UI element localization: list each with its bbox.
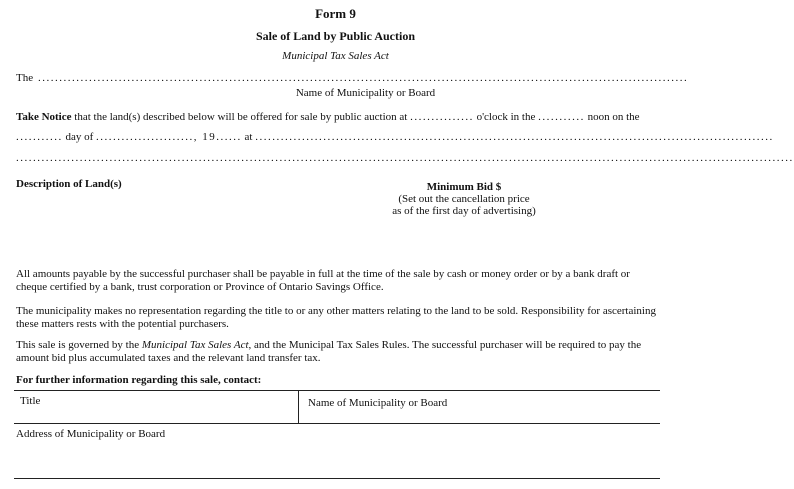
contact-address-label: Address of Municipality or Board bbox=[16, 428, 166, 440]
contact-table-middle-border bbox=[14, 423, 660, 424]
form-title: Sale of Land by Public Auction bbox=[255, 29, 416, 43]
act-reference: Municipal Tax Sales Act bbox=[141, 339, 249, 351]
location-blank: .......................................................................................................................... bbox=[255, 131, 774, 143]
contact-title-label: Title bbox=[20, 395, 41, 407]
date-line bbox=[16, 131, 774, 143]
location-blank-continued: ....................................................................................................................................................................................... bbox=[16, 152, 794, 164]
act-name: Municipal Tax Sales Act bbox=[282, 50, 389, 62]
contact-table-bottom-border bbox=[14, 478, 660, 479]
contact-table-divider bbox=[298, 390, 299, 423]
contact-heading: For further information regarding this sale, contact: bbox=[16, 374, 262, 386]
noon-text: noon on the bbox=[587, 111, 640, 123]
minimum-bid-note-2: as of the first day of advertising) bbox=[392, 205, 536, 217]
take-notice-label: Take Notice bbox=[16, 111, 72, 123]
take-notice-line bbox=[16, 111, 640, 123]
month-year-blank: ......................., 19...... bbox=[96, 131, 242, 143]
contact-municipality-label: Name of Municipality or Board bbox=[308, 397, 448, 409]
day-blank: ........... bbox=[16, 131, 63, 143]
take-notice-text: that the land(s) described below will be offered for sale by public auction at bbox=[74, 111, 408, 123]
at-text: at bbox=[244, 131, 253, 143]
title-disclaimer-paragraph: The municipality makes no representation regarding the title to or any other matters relating to the land to be sold. Responsibility for ascertaining these matters rests with the potential purchasers. bbox=[16, 305, 656, 330]
contact-table-top-border bbox=[14, 390, 660, 391]
minimum-bid-label: Minimum Bid $ bbox=[426, 181, 502, 193]
minimum-bid-note-1: (Set out the cancellation price bbox=[398, 193, 530, 205]
the-label: The bbox=[16, 72, 34, 84]
time-blank: ............... bbox=[410, 111, 474, 123]
day-of-text: day of bbox=[65, 131, 94, 143]
period-blank: ........... bbox=[538, 111, 585, 123]
municipality-name-blank: ......................................................................................................................................................... bbox=[38, 72, 689, 84]
description-of-lands-label: Description of Land(s) bbox=[16, 178, 122, 190]
payment-terms-paragraph: All amounts payable by the successful purchaser shall be payable in full at the time of the sale by cash or money order or by a bank draft or cheque certified by a bank, trust corporation or Province of Ontario Savings Office. bbox=[16, 268, 630, 293]
governing-rules-paragraph: This sale is governed by the Municipal Tax Sales Act, and the Municipal Tax Sales Rules. The successful purchaser will be required to pay the amount bid plus accumulated taxes and the relevant land transfer tax. bbox=[16, 339, 642, 364]
municipality-name-caption: Name of Municipality or Board bbox=[295, 87, 436, 99]
form-number: Form 9 bbox=[315, 6, 356, 21]
oclock-text: o'clock in the bbox=[476, 111, 536, 123]
